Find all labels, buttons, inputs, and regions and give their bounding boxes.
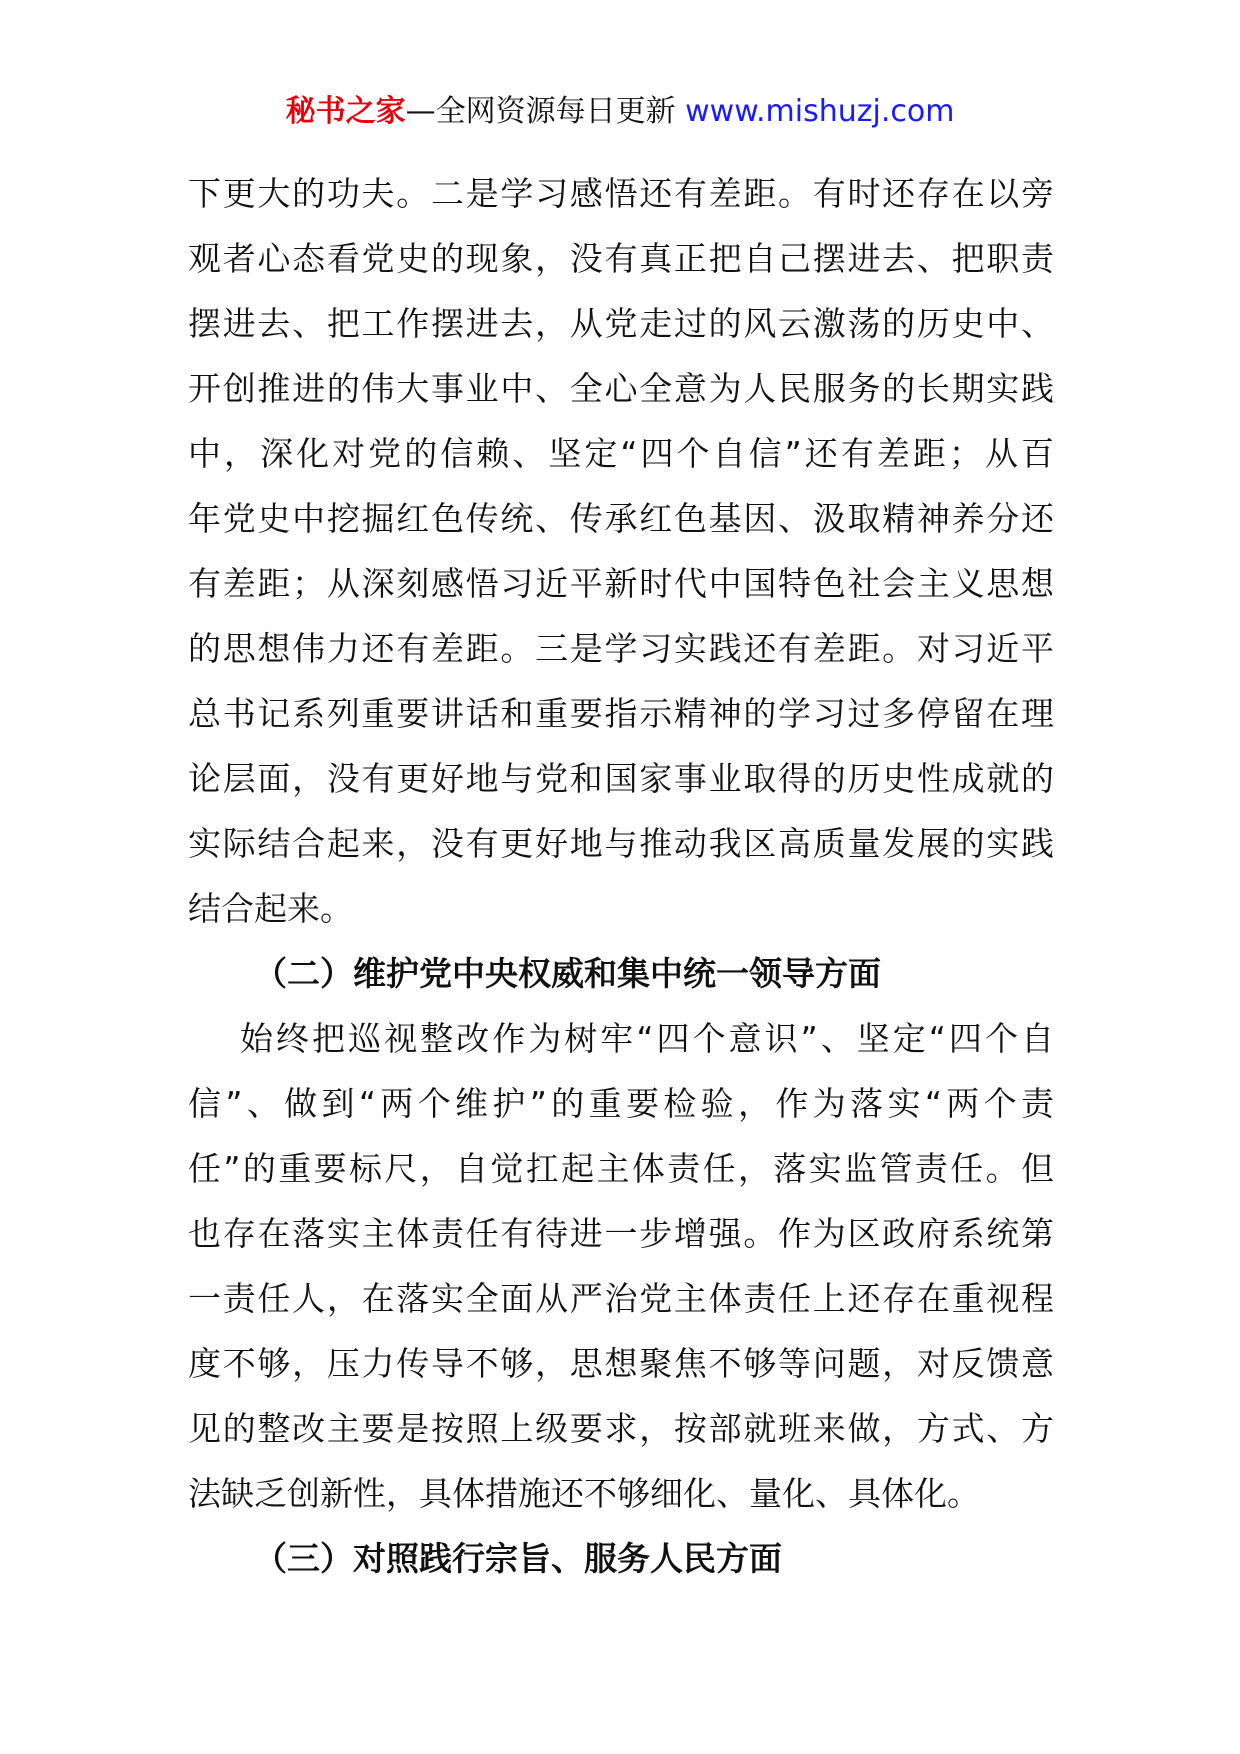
body-line: 下更大的功夫。二是学习感悟还有差距。有时还存在以旁	[188, 174, 1054, 213]
body-line: 任”的重要标尺，自觉扛起主体责任，落实监管责任。但	[188, 1149, 1054, 1188]
site-header	[0, 92, 1240, 132]
body-line: 论层面，没有更好地与党和国家事业取得的历史性成就的	[188, 759, 1054, 798]
body-line: 结合起来。	[188, 889, 353, 928]
body-line: 开创推进的伟大事业中、全心全意为人民服务的长期实践	[188, 369, 1054, 408]
document-body	[188, 161, 1054, 1591]
body-line: 总书记系列重要讲话和重要指示精神的学习过多停留在理	[188, 694, 1054, 733]
body-line: 法缺乏创新性，具体措施还不够细化、量化、具体化。	[188, 1474, 980, 1513]
body-line: 年党史中挖掘红色传统、传承红色基因、汲取精神养分还	[188, 499, 1054, 538]
section-heading-3: （三）对照践行宗旨、服务人民方面	[254, 1539, 782, 1578]
body-line: 度不够，压力传导不够，思想聚焦不够等问题，对反馈意	[188, 1344, 1054, 1383]
section-heading-2: （二）维护党中央权威和集中统一领导方面	[254, 954, 881, 993]
body-line: 信”、做到“两个维护”的重要检验，作为落实“两个责	[188, 1084, 1054, 1123]
body-line: 见的整改主要是按照上级要求，按部就班来做，方式、方	[188, 1409, 1054, 1448]
body-line: 一责任人，在落实全面从严治党主体责任上还存在重视程	[188, 1279, 1054, 1318]
body-line: 摆进去、把工作摆进去，从党走过的风云激荡的历史中、	[188, 304, 1054, 343]
paragraph-first-line: 始终把巡视整改作为树牢“四个意识”、坚定“四个自	[240, 1019, 1054, 1058]
body-line: 实际结合起来，没有更好地与推动我区高质量发展的实践	[188, 824, 1054, 863]
body-line: 有差距；从深刻感悟习近平新时代中国特色社会主义思想	[188, 564, 1054, 603]
site-slogan: —全网资源每日更新	[405, 94, 686, 129]
body-line: 的思想伟力还有差距。三是学习实践还有差距。对习近平	[188, 629, 1054, 668]
site-url-link[interactable]: www.mishuzj.com	[685, 94, 955, 129]
site-brand: 秘书之家	[285, 94, 406, 129]
body-line: 也存在落实主体责任有待进一步增强。作为区政府系统第	[188, 1214, 1054, 1253]
body-line: 观者心态看党史的现象，没有真正把自己摆进去、把职责	[188, 239, 1054, 278]
body-line: 中，深化对党的信赖、坚定“四个自信”还有差距；从百	[188, 434, 1054, 473]
